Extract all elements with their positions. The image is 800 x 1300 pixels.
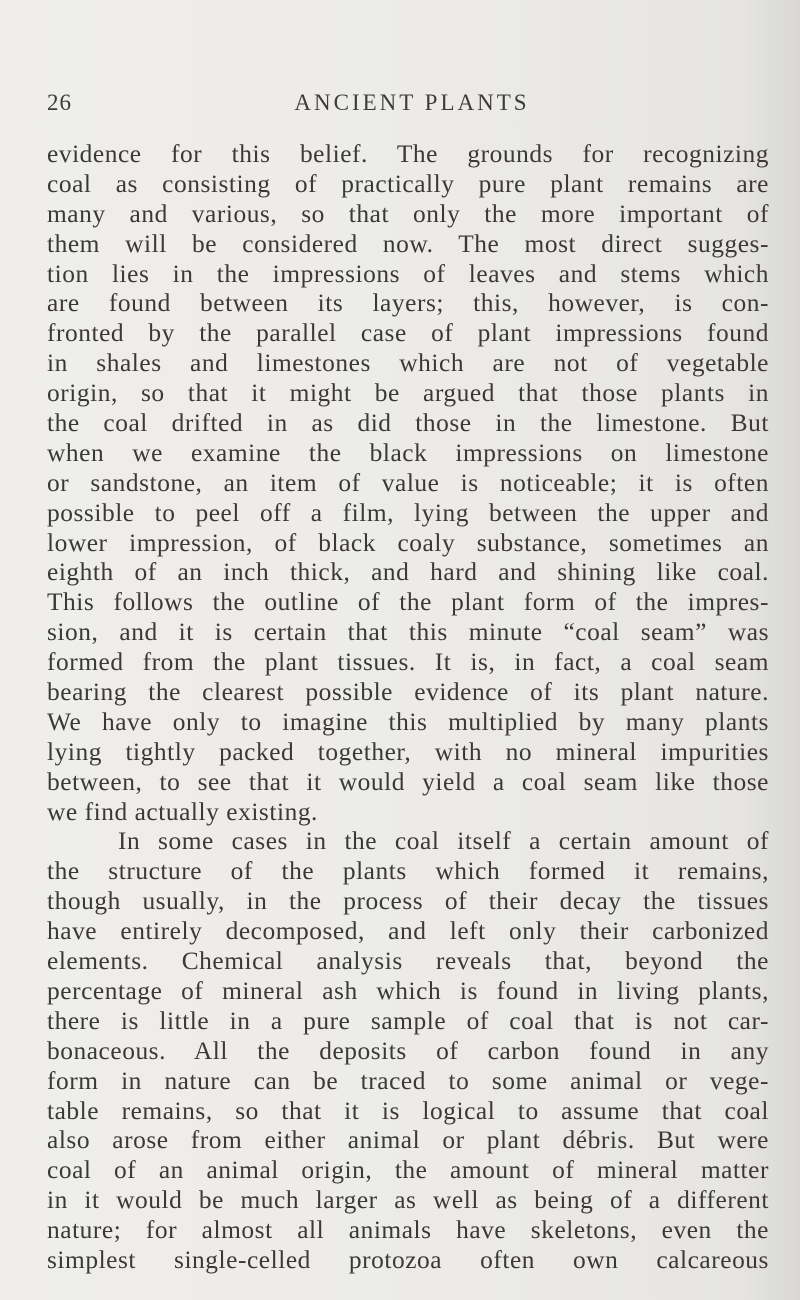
text-line: tion lies in the impressions of leaves and stems which <box>47 259 769 288</box>
text-line: table remains, so that it is logical to assume that coal <box>47 1096 769 1125</box>
text-line: coal as consisting of practically pure plant remains are <box>47 169 769 198</box>
text-line: formed from the plant tissues. It is, in fact, a coal seam <box>47 648 769 677</box>
text-line: origin, so that it might be argued that those plants in <box>47 379 769 408</box>
text-line: in it would be much larger as well as being of a different <box>47 1186 769 1215</box>
page-number: 26 <box>47 90 72 115</box>
text-line: also arose from either animal or plant débris. But were <box>47 1126 769 1155</box>
text-line: the coal drifted in as did those in the limestone. But <box>47 409 769 438</box>
page-header <box>47 90 777 120</box>
text-line: coal of an animal origin, the amount of mineral matter <box>47 1156 769 1185</box>
text-line: there is little in a pure sample of coal that is not car- <box>47 1006 769 1035</box>
text-line: percentage of mineral ash which is found in living plants, <box>47 976 769 1005</box>
text-line: many and various, so that only the more important of <box>47 199 769 228</box>
text-line: sion, and it is certain that this minute “coal seam” was <box>47 618 769 647</box>
text-line: between, to see that it would yield a coal seam like those <box>47 767 769 796</box>
text-line: lying tightly packed together, with no mineral impurities <box>47 737 769 766</box>
text-line: fronted by the parallel case of plant impressions found <box>47 319 769 348</box>
text-line: elements. Chemical analysis reveals that, beyond the <box>47 947 769 976</box>
text-line: them will be considered now. The most direct sugges- <box>47 229 769 258</box>
paragraph-last-line: we find actually existing. <box>47 797 318 826</box>
text-line: have entirely decomposed, and left only their carbonized <box>47 917 769 946</box>
text-line: though usually, in the process of their decay the tissues <box>47 887 769 916</box>
running-title: ANCIENT PLANTS <box>294 90 530 115</box>
text-line: We have only to imagine this multiplied by many plants <box>47 707 769 736</box>
text-line: bonaceous. All the deposits of carbon found in any <box>47 1036 769 1065</box>
text-line: the structure of the plants which formed it remains, <box>47 857 769 886</box>
text-line: when we examine the black impressions on limestone <box>47 438 769 467</box>
text-line: eighth of an inch thick, and hard and shining like coal. <box>47 558 769 587</box>
text-line: bearing the clearest possible evidence of its plant nature. <box>47 678 769 707</box>
text-line: evidence for this belief. The grounds for recognizing <box>47 140 769 168</box>
text-line: lower impression, of black coaly substance, sometimes an <box>47 528 769 557</box>
text-line: form in nature can be traced to some animal or vege- <box>47 1066 769 1095</box>
body-text <box>47 140 769 1276</box>
text-line: simplest single-celled protozoa often own calcareous <box>47 1245 769 1274</box>
text-line: or sandstone, an item of value is noticeable; it is often <box>47 468 769 497</box>
text-line: are found between its layers; this, however, is con- <box>47 289 769 318</box>
text-line: possible to peel off a film, lying between the upper and <box>47 498 769 527</box>
text-line: This follows the outline of the plant form of the impres- <box>47 588 769 617</box>
text-line: in shales and limestones which are not of vegetable <box>47 349 769 378</box>
paragraph-first-line: In some cases in the coal itself a certain amount of <box>118 827 769 856</box>
text-line: nature; for almost all animals have skeletons, even the <box>47 1216 769 1245</box>
